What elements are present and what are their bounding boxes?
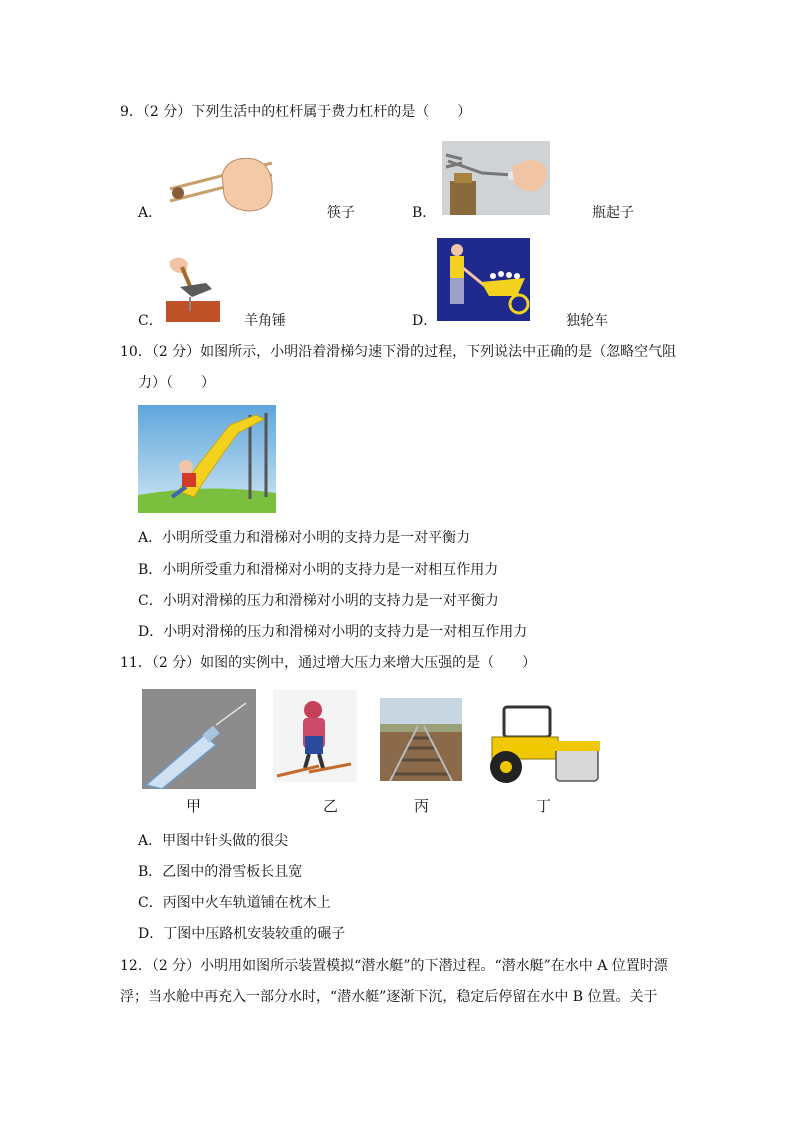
wheelbarrow-image [437, 238, 530, 321]
q9-option-a-letter[interactable]: A． [138, 205, 163, 221]
chopsticks-image [166, 153, 276, 215]
syringe-image [142, 689, 256, 789]
skier-image [273, 690, 357, 782]
q10-option-b[interactable]: B．小明所受重力和滑梯对小明的支持力是一对相互作用力 [138, 562, 499, 578]
q10-stem-line2: 力）（ ） [138, 375, 215, 391]
bottle-opener-image [442, 141, 550, 215]
railway-image [380, 698, 462, 781]
q10-option-d[interactable]: D．小明对滑梯的压力和滑梯对小明的支持力是一对相互作用力 [138, 624, 528, 640]
road-roller-image [482, 703, 600, 787]
claw-hammer-image [166, 253, 220, 322]
q9-option-b-letter[interactable]: B． [412, 205, 437, 221]
q9-option-a-label: 筷子 [327, 205, 355, 221]
q9-option-c-letter[interactable]: C． [138, 313, 163, 329]
figure-label-bing: 丙 [414, 797, 430, 815]
q9-option-d-letter[interactable]: D． [412, 313, 438, 329]
q9-option-c-label: 羊角锤 [244, 313, 286, 329]
q11-option-b[interactable]: B．乙图中的滑雪板长且宽 [138, 864, 303, 880]
q11-option-a[interactable]: A．甲图中针头做的很尖 [138, 833, 289, 849]
q12-line2: 浮；当水舱中再充入一部分水时，“潜水艇”逐渐下沉，稳定后停留在水中 B 位置。关于 [120, 989, 658, 1005]
q9-option-d-label: 独轮车 [566, 313, 608, 329]
q11-option-d[interactable]: D．丁图中压路机安装较重的碾子 [138, 926, 346, 942]
figure-label-jia: 甲 [186, 797, 202, 815]
q11-stem: 11．（2 分）如图的实例中，通过增大压力来增大压强的是（ ） [120, 655, 537, 671]
q9-stem: 9．（2 分）下列生活中的杠杆属于费力杠杆的是（ ） [120, 104, 472, 120]
slide-image [138, 405, 276, 513]
figure-label-ding: 丁 [536, 797, 552, 815]
q10-stem-line1: 10．（2 分）如图所示，小明沿着滑梯匀速下滑的过程，下列说法中正确的是（忽略空气阻 [120, 344, 677, 360]
q10-option-a[interactable]: A．小明所受重力和滑梯对小明的支持力是一对平衡力 [138, 530, 471, 546]
q11-option-c[interactable]: C．丙图中火车轨道铺在枕木上 [138, 895, 331, 911]
q9-option-b-label: 瓶起子 [592, 205, 634, 221]
figure-label-yi: 乙 [323, 797, 339, 815]
q10-option-c[interactable]: C．小明对滑梯的压力和滑梯对小明的支持力是一对平衡力 [138, 593, 499, 609]
q12-line1: 12．（2 分）小明用如图所示装置模拟“潜水艇”的下潜过程。“潜水艇”在水中 A 位置时漂 [120, 958, 668, 974]
